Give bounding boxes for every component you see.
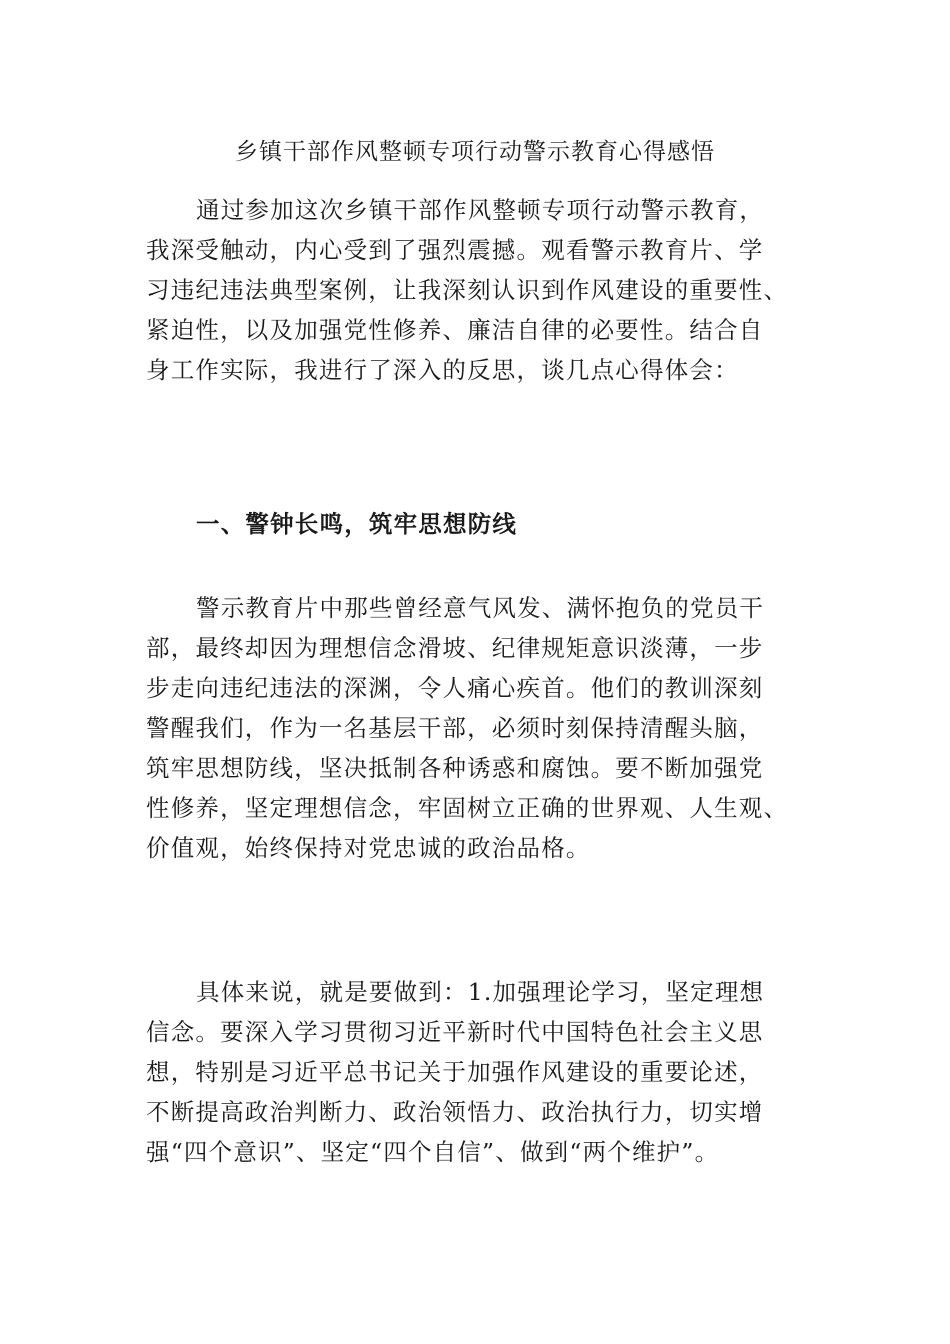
paragraph-line: 部，最终却因为理想信念滑坡、纪律规矩意识淡薄，一步 [146,634,764,662]
paragraph-line: 具体来说，就是要做到：1.加强理论学习，坚定理想 [196,978,765,1006]
section-heading: 一、警钟长鸣，筑牢思想防线 [196,510,518,538]
paragraph-line: 信念。要深入学习贯彻习近平新时代中国特色社会主义思 [146,1018,764,1046]
paragraph-line: 步走向违纪违法的深渊，令人痛心疾首。他们的教训深刻 [146,674,764,702]
paragraph-line: 想，特别是习近平总书记关于加强作风建设的重要论述， [146,1058,764,1086]
paragraph-line: 习违纪违法典型案例，让我深刻认识到作风建设的重要性、 [146,276,789,304]
paragraph-line: 警示教育片中那些曾经意气风发、满怀抱负的党员干 [196,594,765,622]
paragraph-line: 警醒我们，作为一名基层干部，必须时刻保持清醒头脑， [146,714,764,742]
paragraph-line: 紧迫性，以及加强党性修养、廉洁自律的必要性。结合自 [146,316,764,344]
paragraph-line: 通过参加这次乡镇干部作风整顿专项行动警示教育， [196,196,765,224]
paragraph-line: 价值观，始终保持对党忠诚的政治品格。 [146,834,591,862]
paragraph-line: 强“四个意识”、坚定“四个自信”、做到“两个维护”。 [146,1138,720,1166]
paragraph-line: 筑牢思想防线，坚决抵制各种诱惑和腐蚀。要不断加强党 [146,754,764,782]
document-title: 乡镇干部作风整顿专项行动警示教育心得感悟 [235,139,715,165]
paragraph-line: 性修养，坚定理想信念，牢固树立正确的世界观、人生观、 [146,794,789,822]
paragraph-3 [146,972,826,1172]
paragraph-line: 我深受触动，内心受到了强烈震撼。观看警示教育片、学 [146,236,764,264]
paragraph-line: 不断提高政治判断力、政治领悟力、政治执行力，切实增 [146,1098,764,1126]
paragraph-2 [146,588,826,868]
paragraph-line: 身工作实际，我进行了深入的反思，谈几点心得体会： [146,356,739,384]
paragraph-1 [146,190,826,390]
